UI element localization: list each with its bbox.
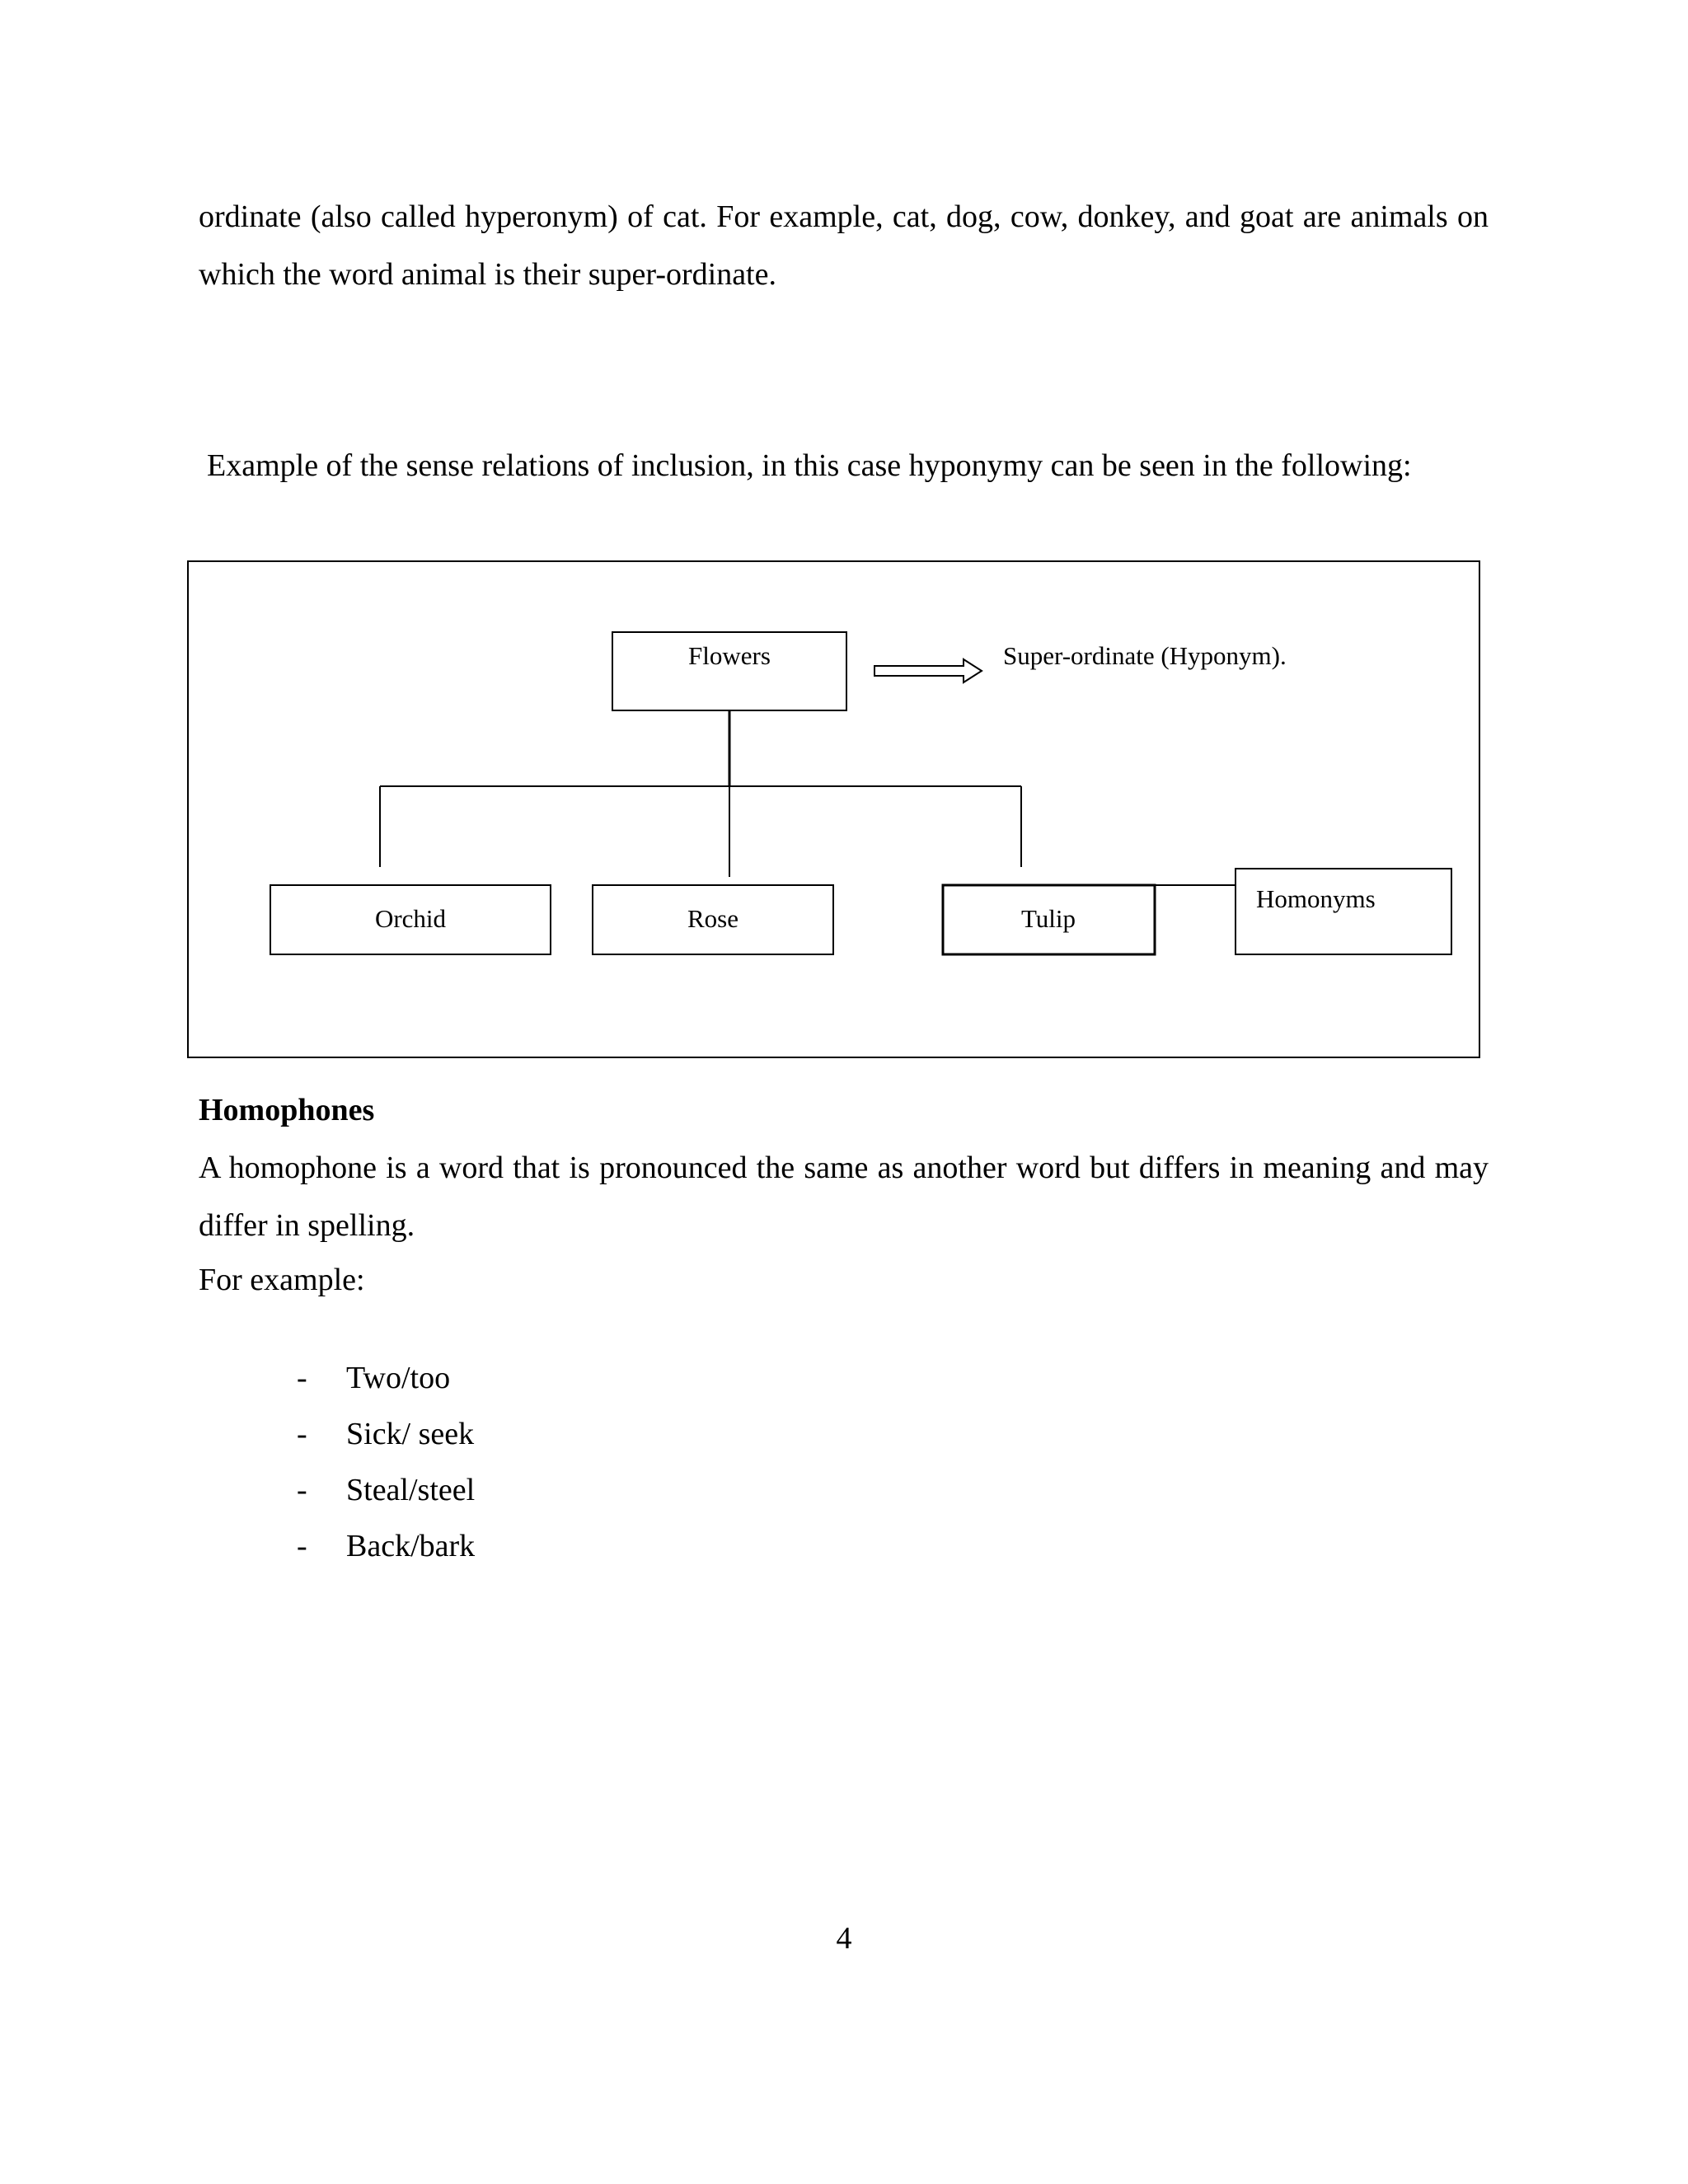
label-superordinate: Super-ordinate (Hyponym). — [1003, 641, 1287, 670]
hyponymy-diagram — [187, 560, 1480, 1058]
list-item — [297, 1462, 475, 1518]
label-homonyms: Homonyms — [1256, 884, 1376, 913]
arrow-icon — [874, 659, 982, 682]
list-marker: - — [297, 1361, 307, 1395]
example-list — [297, 1350, 475, 1574]
paragraph-definition: A homophone is a word that is pronounced the same as another word but differs in meaning and may differ in spelling. — [199, 1151, 1489, 1243]
for-example-label: For example: — [199, 1263, 365, 1297]
list-marker: - — [297, 1529, 307, 1563]
label-tulip: Tulip — [1020, 904, 1076, 933]
label-orchid: Orchid — [374, 904, 447, 933]
page-number: 4 — [836, 1921, 852, 1956]
list-item-text: Two/too — [346, 1361, 451, 1395]
list-marker: - — [297, 1417, 307, 1451]
paragraph-continuation: ordinate (also called hyperonym) of cat. For example, cat, dog, cow, donkey, and goat are animals on which the word animal is their super-ordinate. — [199, 199, 1489, 292]
list-item-text: Back/bark — [346, 1529, 476, 1563]
paragraph-intro: Example of the sense relations of inclusion, in this case hyponymy can be seen in the following: — [207, 448, 1412, 483]
list-item-text: Sick/ seek — [346, 1417, 475, 1451]
label-rose: Rose — [687, 904, 738, 933]
section-heading: Homophones — [199, 1093, 375, 1127]
list-marker: - — [297, 1473, 307, 1507]
list-item — [297, 1518, 475, 1574]
list-item — [297, 1406, 475, 1462]
list-item-text: Steal/steel — [346, 1473, 476, 1507]
list-item — [297, 1350, 475, 1406]
label-flowers: Flowers — [688, 641, 771, 670]
diagram-canvas — [189, 562, 1479, 1057]
